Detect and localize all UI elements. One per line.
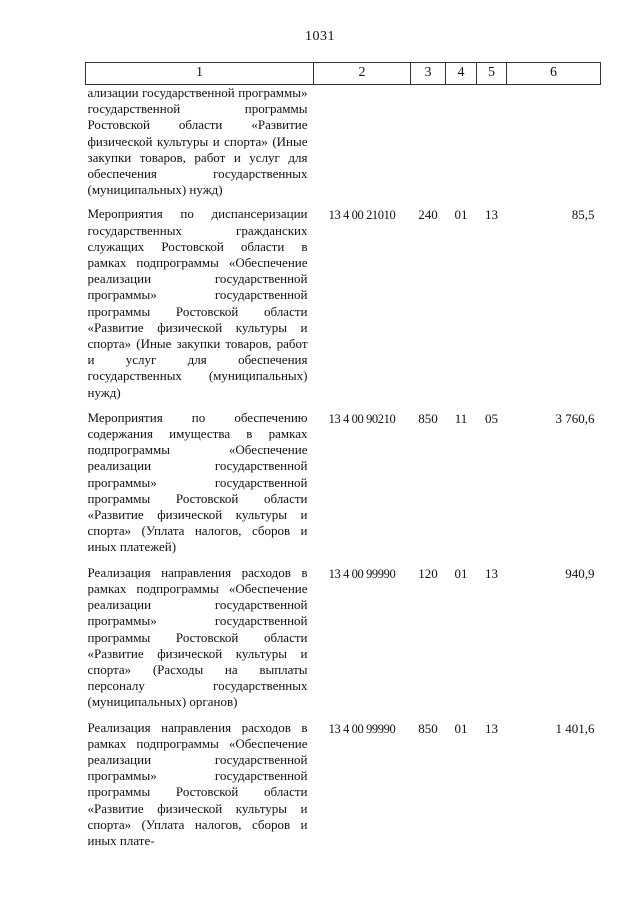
budget-table [85, 62, 601, 858]
row-col4: 01 [454, 565, 468, 581]
row-code: 13 4 00 21010 [328, 208, 396, 223]
header-col-3: 3 [411, 63, 446, 85]
row-col3 [411, 85, 446, 207]
row-col3: 240 [418, 207, 438, 223]
table-row [86, 206, 601, 409]
row-col4: 01 [454, 720, 468, 736]
row-amount: 3 760,6 [555, 410, 595, 426]
header-col-2: 2 [314, 63, 411, 85]
table-row [86, 565, 601, 720]
row-col5 [477, 85, 507, 207]
row-col5: 13 [485, 565, 498, 581]
header-col-6: 6 [507, 63, 601, 85]
row-col4: 01 [454, 207, 468, 223]
row-col3: 120 [418, 565, 438, 581]
row-amount [507, 85, 601, 207]
row-col3: 850 [418, 720, 438, 736]
row-col5: 13 [485, 207, 498, 223]
page-number: 1031 [305, 29, 335, 44]
row-col4: 11 [454, 410, 468, 426]
header-col-5: 5 [477, 63, 507, 85]
table-body [86, 85, 601, 859]
table-header [86, 63, 601, 85]
row-description: Реализация направления расходов в рамках подпрограммы «Обеспечение реализации государственной программы» государственной программы Ростовской области «Развитие физической культуры и спорта» (Уплата налогов, сборов и иных плате- [87, 719, 308, 848]
row-code: 13 4 00 90210 [328, 411, 396, 426]
table-row [86, 410, 601, 565]
header-col-1: 1 [86, 63, 314, 85]
table-row [86, 85, 601, 207]
row-amount: 940,9 [565, 565, 595, 581]
row-description: Реализация направления расходов в рамках подпрограммы «Обеспечение реализации государственной программы» государственной программы Ростовской области «Развитие физической культуры и спорта» (Расходы на выплаты персоналу государственных (муниципальных) органов) [87, 564, 308, 710]
row-col4 [446, 85, 477, 207]
table-row [86, 720, 601, 859]
row-col5: 05 [485, 410, 498, 426]
row-description: ализации государственной программы» государственной программы Ростовской области «Развитие физической культуры и спорта» (Иные закупки товаров, работ и услуг для обеспечения государственных (муниципальных) нужд) [87, 85, 308, 198]
row-col3: 850 [418, 410, 438, 426]
row-amount: 85,5 [571, 207, 595, 223]
row-code: 13 4 00 99990 [328, 721, 396, 736]
row-code: 13 4 00 99990 [328, 566, 396, 581]
row-description: Мероприятия по обеспечению содержания имущества в рамках подпрограммы «Обеспечение реализации государственной программы» государственной программы Ростовской области «Развитие физической культуры и спорта» (Уплата налогов, сборов и иных платежей) [87, 409, 308, 555]
row-code [314, 85, 411, 207]
row-amount: 1 401,6 [555, 720, 595, 736]
row-description: Мероприятия по диспансеризации государственных гражданских служащих Ростовской области в рамках подпрограммы «Обеспечение реализации государственной программы» государственной программы Ростовской области «Развитие физической культуры и спорта» (Иные закупки товаров, работ и услуг для обеспечения государственных (муниципальных) нужд) [87, 206, 308, 400]
header-col-4: 4 [446, 63, 477, 85]
row-col5: 13 [485, 720, 498, 736]
